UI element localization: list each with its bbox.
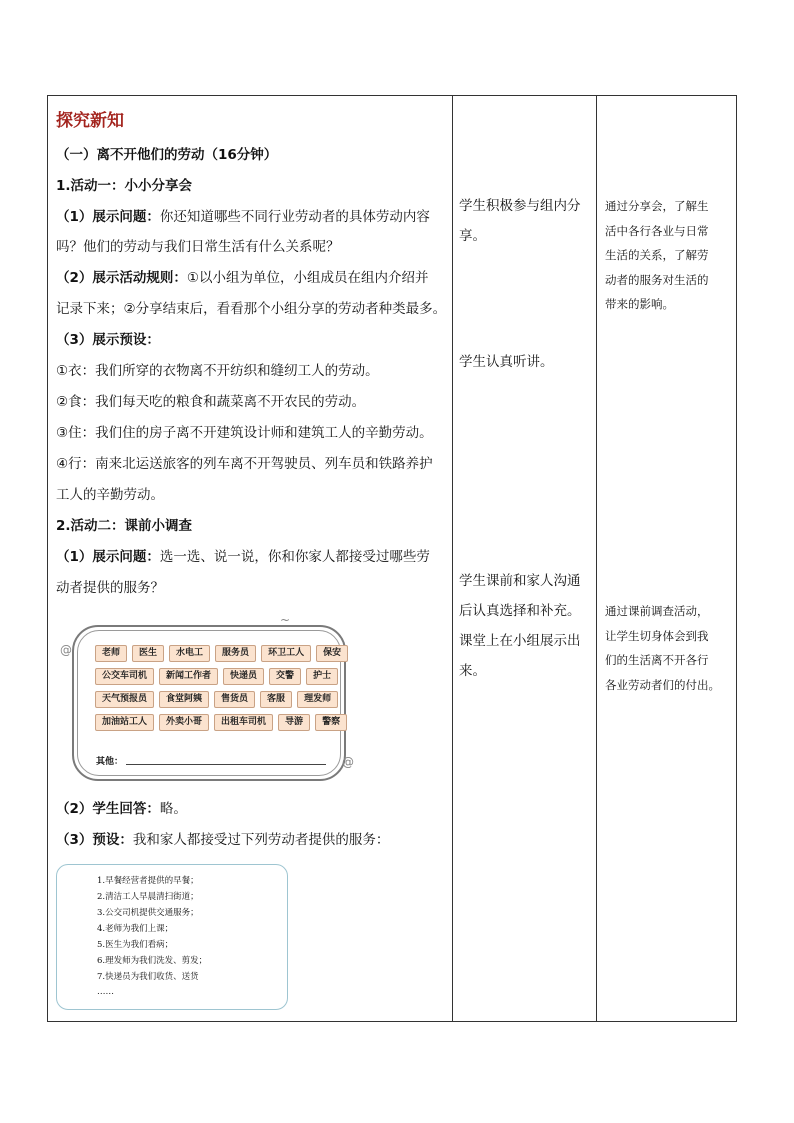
student-activity-2: 学生认真听讲。 [459,354,554,370]
content-column [48,96,452,1021]
occupation-chip: 天气预报员 [95,691,154,708]
service-list-box [56,864,288,1010]
preset-item: ③住：我们住的房子离不开建筑设计师和建筑工人的辛勤劳动。 [56,425,433,441]
intent-column [597,96,738,1021]
occupation-chip: 导游 [278,714,310,731]
occupation-chip: 公交车司机 [95,668,154,685]
service-item: …… [97,987,114,997]
swirl-icon: @ [342,755,354,769]
design-intent-1: 通过分享会，了解生 活中各行各业与日常 生活的关系，了解劳 动者的服务对生活的 带来的影响。 [605,199,709,311]
section-title: 探究新知 [56,111,124,131]
service-item: 4.老师为我们上课； [97,924,174,934]
occupation-chip: 环卫工人 [261,645,311,662]
activity1-question: （1）展示问题：你还知道哪些不同行业劳动者的具体劳动内容 [56,209,430,225]
student-column [453,96,596,1021]
design-intent-2: 通过课前调查活动， 让学生切身体会到我 们的生活离不开各行 各业劳动者们的付出。 [605,604,720,692]
board-row [95,668,338,685]
activity2-preset: （3）预设：我和家人都接受过下列劳动者提供的服务： [56,832,390,848]
occupation-chip: 客服 [260,691,292,708]
swirl-icon: @ [60,643,72,657]
service-item: 3.公交司机提供交通服务； [97,908,199,918]
occupation-chip: 出租车司机 [214,714,273,731]
service-item: 2.清洁工人早晨清扫街道； [97,892,199,902]
occupation-chip: 新闻工作者 [159,668,218,685]
activity1-question-cont: 吗？他们的劳动与我们日常生活有什么关系呢？ [56,239,340,255]
occupation-chip: 理发师 [297,691,338,708]
occupation-chip: 售货员 [214,691,255,708]
occupation-board [60,613,354,785]
service-item: 1.早餐经营者提供的早餐； [97,876,199,886]
occupation-chip: 老师 [95,645,127,662]
occupation-chip: 外卖小哥 [159,714,209,731]
board-row [95,691,338,708]
activity1-rules: （2）展示活动规则：①以小组为单位，小组成员在组内介绍并 [56,270,429,286]
preset-item: ④行：南来北运送旅客的列车离不开驾驶员、列车员和铁路养护 [56,456,433,472]
occupation-chip: 服务员 [215,645,256,662]
occupation-chip: 食堂阿姨 [159,691,209,708]
occupation-chip: 加油站工人 [95,714,154,731]
occupation-chip: 医生 [132,645,164,662]
activity2-answer: （2）学生回答：略。 [56,801,187,817]
activity1-preset-label: （3）展示预设： [56,332,160,348]
preset-item: 工人的辛勤劳动。 [56,487,164,503]
service-item: 5.医生为我们看病； [97,940,174,950]
activity2-question: （1）展示问题：选一选、说一说，你和你家人都接受过哪些劳 [56,549,430,565]
activity1-rules-cont: 记录下来；②分享结束后，看看那个小组分享的劳动者种类最多。 [56,301,447,317]
board-other-label: 其他： [96,757,124,767]
activity1-heading: 1.活动一：小小分享会 [56,178,193,194]
occupation-chip: 保安 [316,645,348,662]
service-item: 6.理发师为我们洗发、剪发； [97,956,208,966]
occupation-chip: 警察 [315,714,347,731]
student-activity-3: 学生课前和家人沟通 后认真选择和补充。 课堂上在小组展示出 来。 [459,573,581,679]
occupation-chip: 水电工 [169,645,210,662]
activity2-question-cont: 动者提供的服务？ [56,580,164,596]
lesson-table [47,95,737,1022]
board-row [95,645,348,662]
activity2-heading: 2.活动二：课前小调查 [56,518,193,534]
section-heading: （一）离不开他们的劳动（16分钟） [56,147,278,163]
preset-item: ②食：我们每天吃的粮食和蔬菜离不开农民的劳动。 [56,394,366,410]
occupation-chip: 快递员 [223,668,264,685]
service-item: 7.快递员为我们收货、送货 [97,972,199,982]
swirl-icon: ~ [280,613,291,627]
board-row [95,714,347,731]
student-activity-1: 学生积极参与组内分 享。 [459,198,581,244]
occupation-chip: 交警 [269,668,301,685]
occupation-chip: 护士 [306,668,338,685]
preset-item: ①衣：我们所穿的衣物离不开纺织和缝纫工人的劳动。 [56,363,379,379]
board-other-line [126,764,326,765]
